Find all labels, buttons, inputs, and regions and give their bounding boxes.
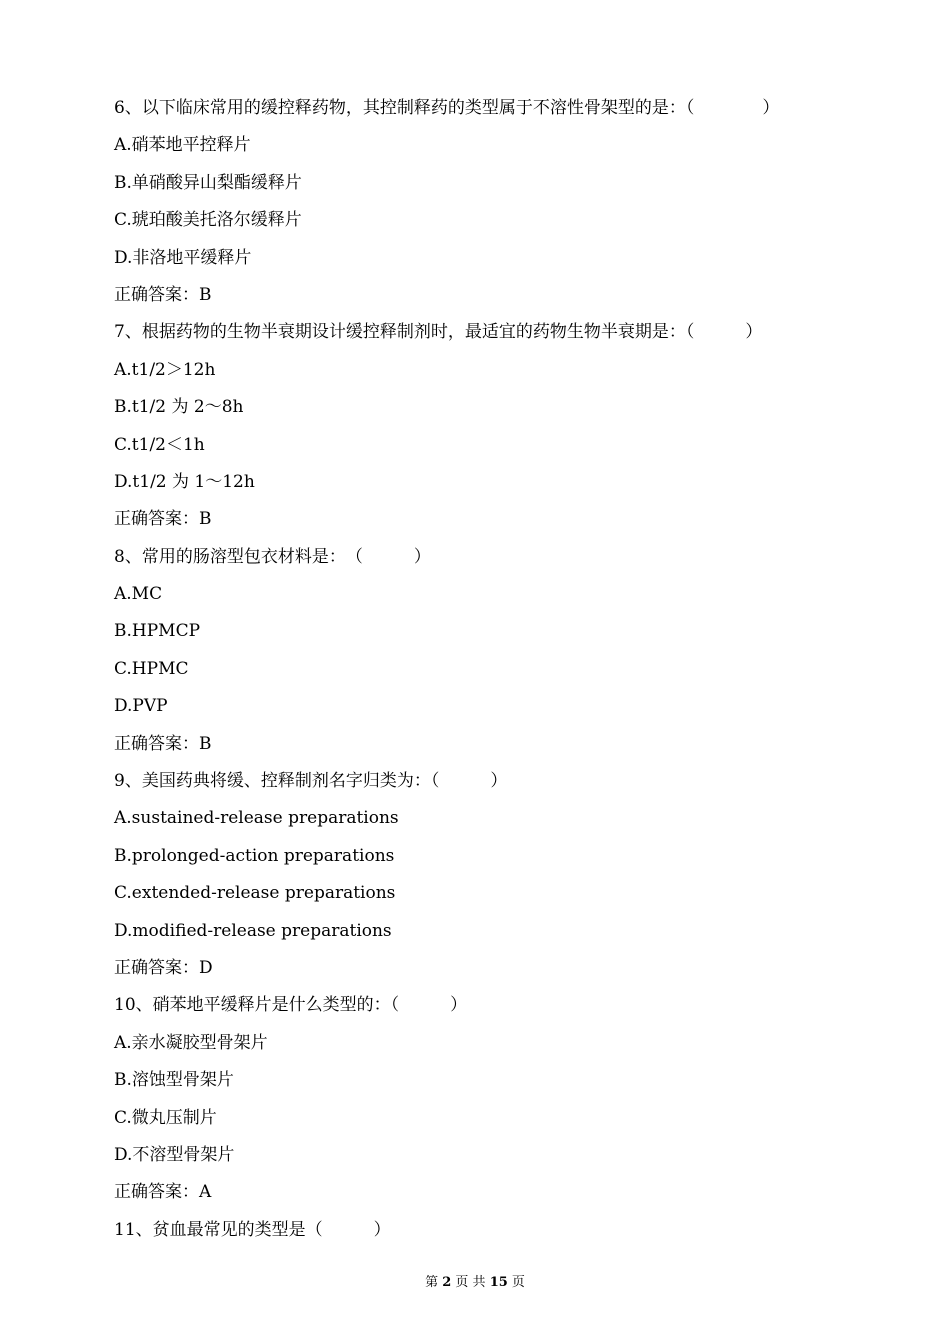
answer-line: 正确答案：B (114, 284, 212, 305)
page-footer (0, 1272, 950, 1294)
option-d: D.t1/2 为 1～12h (114, 471, 255, 492)
answer-line: 正确答案：A (114, 1182, 212, 1203)
question-stem: 7、根据药物的生物半衰期设计缓控释制剂时，最适宜的药物生物半衰期是：（ ） (114, 322, 763, 343)
answer-line: 正确答案：B (114, 733, 212, 754)
current-page-number: 2 (442, 1275, 452, 1290)
question-list (114, 92, 834, 1251)
question-stem: 9、美国药典将缓、控释制剂名字归类为：（ ） (114, 771, 508, 792)
option-a: A.硝苯地平控释片 (114, 135, 251, 156)
total-pages-number: 15 (489, 1275, 508, 1290)
option-a: A.t1/2＞12h (114, 359, 216, 380)
question-stem: 11、贫血最常见的类型是（ ） (114, 1219, 391, 1240)
option-c: C.琥珀酸美托洛尔缓释片 (114, 210, 302, 231)
answer-line: 正确答案：D (114, 957, 213, 978)
option-b: B.溶蚀型骨架片 (114, 1070, 234, 1091)
option-b: B.HPMCP (114, 621, 201, 642)
footer-suffix: 页 (511, 1275, 525, 1290)
option-a: A.MC (114, 584, 163, 605)
option-b: B.单硝酸异山梨酯缓释片 (114, 172, 302, 193)
footer-prefix: 第 (425, 1275, 439, 1290)
option-c: C.extended-release preparations (114, 883, 396, 904)
answer-line: 正确答案：B (114, 509, 212, 530)
question-stem: 6、以下临床常用的缓控释药物，其控制释药的类型属于不溶性骨架型的是：（ ） (114, 98, 780, 118)
option-d: D.modified-release preparations (114, 920, 392, 941)
option-b: B.t1/2 为 2～8h (114, 397, 244, 418)
option-d: D.PVP (114, 696, 168, 717)
option-c: C.微丸压制片 (114, 1107, 217, 1128)
option-c: C.HPMC (114, 658, 189, 679)
footer-middle: 页 共 (455, 1275, 486, 1290)
option-a: A.sustained-release preparations (114, 808, 399, 829)
question-stem: 8、常用的肠溶型包衣材料是： （ ） (114, 546, 431, 567)
option-a: A.亲水凝胶型骨架片 (114, 1032, 268, 1053)
question-stem: 10、硝苯地平缓释片是什么类型的：（ ） (114, 995, 468, 1016)
option-d: D.非洛地平缓释片 (114, 247, 252, 268)
option-c: C.t1/2＜1h (114, 434, 205, 455)
option-d: D.不溶型骨架片 (114, 1144, 235, 1165)
option-b: B.prolonged-action preparations (114, 845, 395, 866)
